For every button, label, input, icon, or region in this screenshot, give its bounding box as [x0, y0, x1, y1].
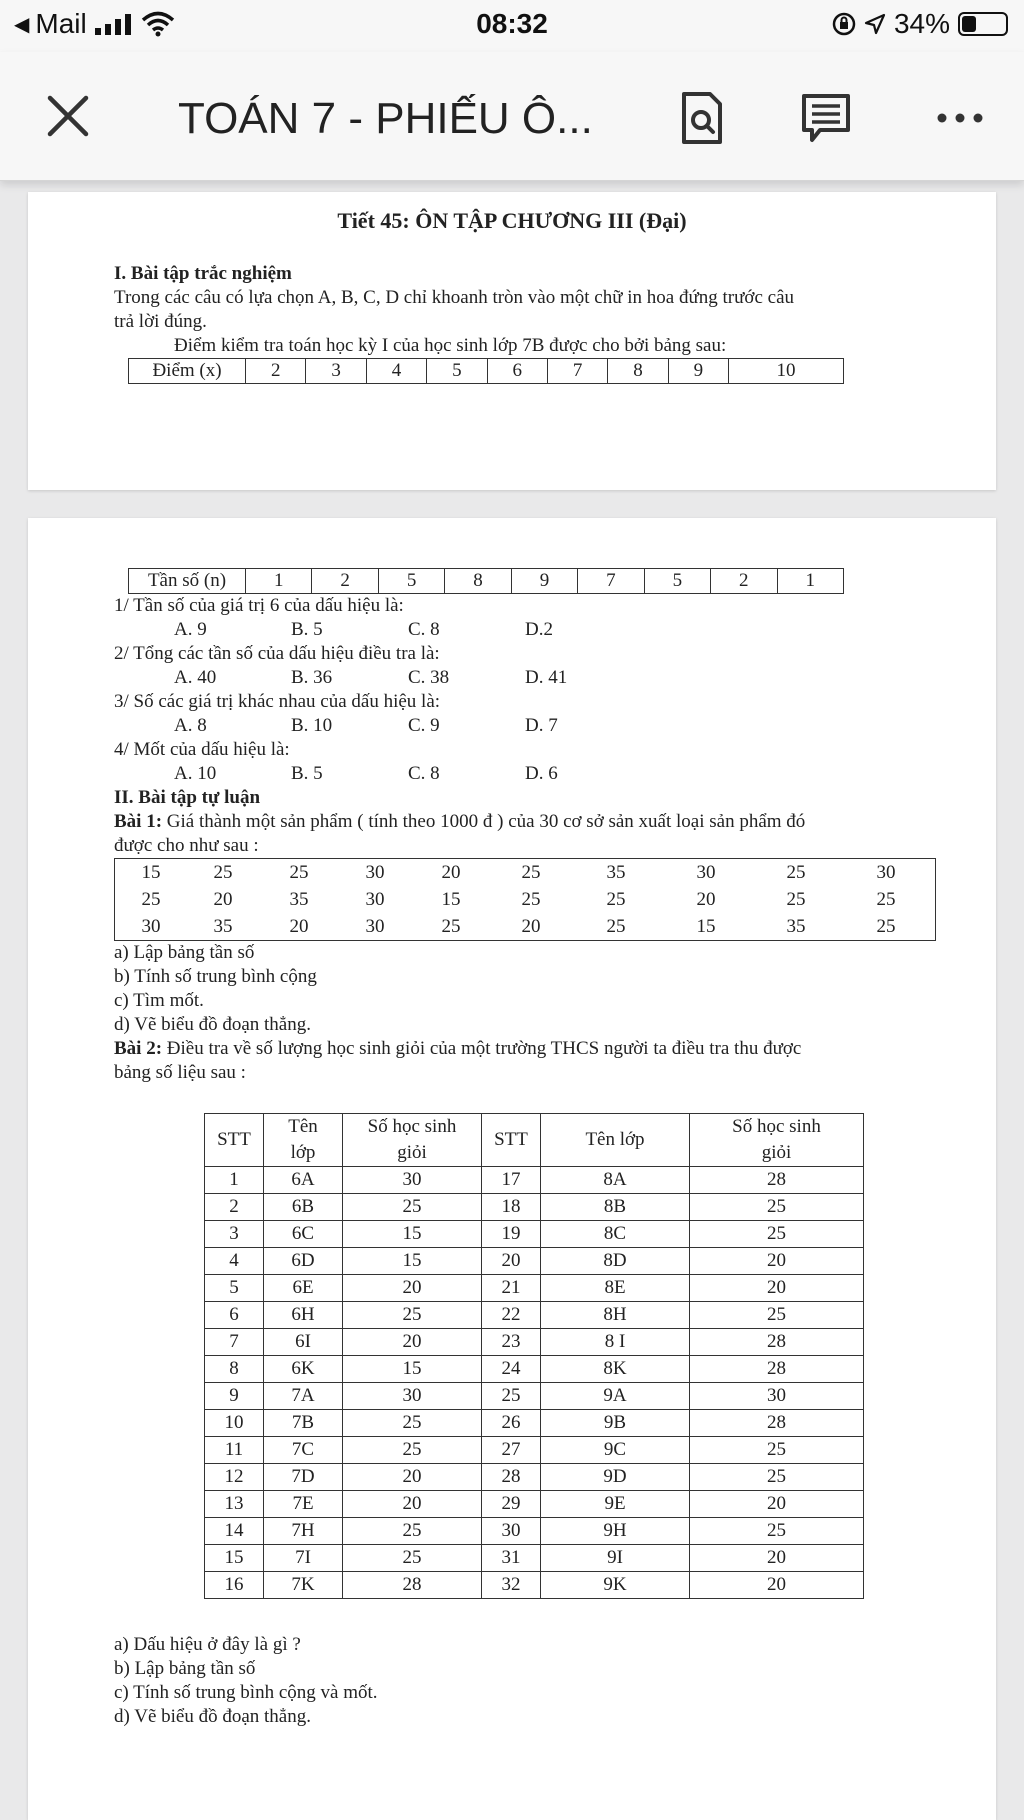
- battery-fill: [962, 16, 976, 32]
- data-value: 35: [606, 862, 626, 883]
- cell: 6K: [264, 1356, 343, 1383]
- orientation-lock-icon: [832, 12, 856, 36]
- data-value: 25: [876, 889, 896, 910]
- cell: 10: [205, 1410, 264, 1437]
- cell: 6D: [264, 1248, 343, 1275]
- cell: 20: [482, 1248, 541, 1275]
- option-c: C. 38: [408, 667, 450, 688]
- cell: 30: [343, 1167, 482, 1194]
- cell: 28: [690, 1329, 864, 1356]
- cell: 6: [205, 1302, 264, 1329]
- cell: 25: [482, 1383, 541, 1410]
- question-4: [114, 738, 984, 786]
- cell: 7B: [264, 1410, 343, 1437]
- battery-icon: [958, 12, 1008, 36]
- cell: 20: [343, 1275, 482, 1302]
- document-page-1: [28, 192, 996, 490]
- cell: 7D: [264, 1464, 343, 1491]
- score-cell: 9: [668, 359, 728, 384]
- cell: 24: [482, 1356, 541, 1383]
- table-caption: Điểm kiểm tra toán học kỳ I của học sinh lớp 7B được cho bởi bảng sau:: [174, 335, 727, 356]
- answer-options: [114, 714, 984, 738]
- cell: 28: [690, 1167, 864, 1194]
- score-row: [129, 359, 844, 384]
- location-icon: [864, 13, 886, 35]
- header-so-hs-line2: giỏi: [397, 1142, 427, 1163]
- cell: 20: [690, 1572, 864, 1599]
- cell: 32: [482, 1572, 541, 1599]
- option-d: D. 7: [525, 715, 558, 736]
- question-1: [114, 594, 984, 642]
- cell: 25: [343, 1194, 482, 1221]
- table-row: [205, 1356, 864, 1383]
- cell: 12: [205, 1464, 264, 1491]
- score-cell: 5: [427, 359, 487, 384]
- cell: 25: [690, 1518, 864, 1545]
- table-row: [205, 1383, 864, 1410]
- bai1-data-row: [115, 913, 935, 940]
- option-d: D. 6: [525, 763, 558, 784]
- cell: 20: [690, 1491, 864, 1518]
- table-row: [205, 1464, 864, 1491]
- cell: 25: [343, 1410, 482, 1437]
- table-row: [205, 1545, 864, 1572]
- cell: 4: [205, 1248, 264, 1275]
- bai2-text-line1: Điều tra về số lượng học sinh giỏi của một trường THCS người ta điều tra thu được: [162, 1038, 802, 1059]
- cell: 6C: [264, 1221, 343, 1248]
- table-row: [205, 1194, 864, 1221]
- cell: 20: [343, 1329, 482, 1356]
- cell: 9K: [541, 1572, 690, 1599]
- cell: 3: [205, 1221, 264, 1248]
- cell: 9E: [541, 1491, 690, 1518]
- cell: 25: [343, 1518, 482, 1545]
- bai1-statement: [114, 810, 984, 834]
- page2-content: [114, 568, 984, 1729]
- cell: 18: [482, 1194, 541, 1221]
- cell: 6H: [264, 1302, 343, 1329]
- question-2: [114, 642, 984, 690]
- data-value: 25: [213, 862, 233, 883]
- section1: [114, 262, 984, 384]
- cell: 29: [482, 1491, 541, 1518]
- cell: 6A: [264, 1167, 343, 1194]
- data-value: 30: [141, 916, 161, 937]
- table-row: [205, 1221, 864, 1248]
- cell: 8H: [541, 1302, 690, 1329]
- table-row: [205, 1572, 864, 1599]
- status-right: [832, 8, 1008, 40]
- frequency-cell: 5: [378, 569, 444, 594]
- cell: 25: [690, 1194, 864, 1221]
- bai1-data-box: [114, 858, 936, 941]
- header-so-hs-2: [690, 1114, 864, 1167]
- header-ten-lop-line1: Tên: [288, 1116, 318, 1137]
- option-a: A. 8: [174, 715, 207, 736]
- table-row: [205, 1302, 864, 1329]
- frequency-row: [129, 569, 844, 594]
- header-so-hs-line1: Số học sinh: [367, 1116, 457, 1137]
- data-value: 30: [365, 916, 385, 937]
- data-value: 25: [876, 916, 896, 937]
- cell: 8D: [541, 1248, 690, 1275]
- table-row: [205, 1329, 864, 1356]
- cell: 5: [205, 1275, 264, 1302]
- status-bar: [0, 0, 1024, 52]
- bai2-task-b: b) Lập bảng tần số: [114, 1658, 256, 1679]
- bai1-task-d: d) Vẽ biểu đồ đoạn thẳng.: [114, 1014, 311, 1035]
- more-options-icon[interactable]: [932, 90, 988, 146]
- bai2-statement: [114, 1037, 984, 1061]
- cell: 21: [482, 1275, 541, 1302]
- cell: 1: [205, 1167, 264, 1194]
- option-b: B. 5: [291, 763, 323, 784]
- data-value: 15: [141, 862, 161, 883]
- cell: 30: [343, 1383, 482, 1410]
- cell: 25: [343, 1545, 482, 1572]
- question-text: 3/ Số các giá trị khác nhau của dấu hiệu là:: [114, 691, 441, 712]
- cell: 27: [482, 1437, 541, 1464]
- header-so-hs2-line2: giỏi: [761, 1142, 792, 1163]
- cell: 8: [205, 1356, 264, 1383]
- cell: 28: [482, 1464, 541, 1491]
- bai2-label: Bài 2:: [114, 1038, 163, 1059]
- table-row: [205, 1518, 864, 1545]
- document-title: TOÁN 7 - PHIẾU Ô...: [178, 94, 593, 143]
- cell: 9: [205, 1383, 264, 1410]
- data-value: 25: [521, 862, 541, 883]
- data-value: 20: [521, 916, 541, 937]
- cell: 25: [343, 1302, 482, 1329]
- table-row: [205, 1167, 864, 1194]
- score-cell: 7: [547, 359, 607, 384]
- option-b: B. 10: [291, 715, 333, 736]
- frequency-cell: 9: [511, 569, 577, 594]
- cell: 6B: [264, 1194, 343, 1221]
- data-value: 25: [289, 862, 309, 883]
- option-a: A. 9: [174, 619, 207, 640]
- option-c: C. 8: [408, 619, 440, 640]
- data-value: 20: [696, 889, 716, 910]
- document-page-2: [28, 518, 996, 1820]
- header-ten-lop-line2: lớp: [290, 1142, 316, 1163]
- close-icon[interactable]: [44, 92, 92, 140]
- score-table: [128, 358, 844, 384]
- cell: 20: [690, 1248, 864, 1275]
- score-cell: 6: [487, 359, 547, 384]
- bai1-task-a: a) Lập bảng tần số: [114, 942, 255, 963]
- cell: 9B: [541, 1410, 690, 1437]
- bai1-task-c: c) Tìm mốt.: [114, 990, 204, 1011]
- cell: 15: [343, 1248, 482, 1275]
- cell: 7K: [264, 1572, 343, 1599]
- cell: 9C: [541, 1437, 690, 1464]
- cell: 16: [205, 1572, 264, 1599]
- data-value: 30: [365, 862, 385, 883]
- cell: 30: [690, 1383, 864, 1410]
- nav-bar: [0, 52, 1024, 181]
- cell: 8 I: [541, 1329, 690, 1356]
- section1-intro-line1: Trong các câu có lựa chọn A, B, C, D chỉ khoanh tròn vào một chữ in hoa đứng trước câu: [114, 287, 795, 308]
- question-3: [114, 690, 984, 738]
- back-arrow-icon[interactable]: ◀: [14, 13, 30, 36]
- section1-heading: I. Bài tập trắc nghiệm: [114, 263, 292, 284]
- score-row-label: Điểm (x): [129, 359, 246, 384]
- cell: 20: [343, 1491, 482, 1518]
- data-value: 25: [606, 889, 626, 910]
- question-text: 1/ Tần số của giá trị 6 của dấu hiệu là:: [114, 595, 404, 616]
- status-time: 08:32: [476, 8, 548, 39]
- data-value: 25: [606, 916, 626, 937]
- answer-options: [114, 666, 984, 690]
- score-cell: 8: [608, 359, 668, 384]
- worksheet-title: Tiết 45: ÔN TẬP CHƯƠNG III (Đại): [337, 208, 687, 233]
- cell: 25: [690, 1437, 864, 1464]
- cell: 25: [690, 1221, 864, 1248]
- bai1-data-row: [115, 886, 935, 913]
- cell: 31: [482, 1545, 541, 1572]
- cell: 7A: [264, 1383, 343, 1410]
- cell: 9I: [541, 1545, 690, 1572]
- option-d: D. 41: [525, 667, 568, 688]
- score-cell: 3: [306, 359, 366, 384]
- table-row: [205, 1437, 864, 1464]
- cell: 9D: [541, 1464, 690, 1491]
- data-value: 15: [696, 916, 716, 937]
- option-c: C. 8: [408, 763, 440, 784]
- data-value: 20: [441, 862, 461, 883]
- frequency-row-label: Tần số (n): [129, 569, 246, 594]
- question-text: 4/ Mốt của dấu hiệu là:: [114, 739, 290, 760]
- bai2-task-d: d) Vẽ biểu đồ đoạn thẳng.: [114, 1706, 311, 1727]
- search-document-icon[interactable]: [674, 90, 730, 146]
- frequency-cell: 2: [711, 569, 777, 594]
- option-d: D.2: [525, 619, 553, 640]
- data-value: 20: [289, 916, 309, 937]
- data-value: 30: [876, 862, 896, 883]
- cell: 30: [482, 1518, 541, 1545]
- header-so-hs: [343, 1114, 482, 1167]
- battery-percent: 34%: [893, 8, 950, 39]
- option-c: C. 9: [408, 715, 440, 736]
- data-value: 30: [365, 889, 385, 910]
- frequency-cell: 1: [777, 569, 844, 594]
- cell: 22: [482, 1302, 541, 1329]
- question-text: 2/ Tổng các tần số của dấu hiệu điều tra là:: [114, 643, 440, 664]
- bai2-task-a: a) Dấu hiệu ở đây là gì ?: [114, 1634, 301, 1655]
- data-value: 30: [696, 862, 716, 883]
- option-b: B. 36: [291, 667, 333, 688]
- score-cell: 4: [366, 359, 426, 384]
- cell: 11: [205, 1437, 264, 1464]
- score-cell: 10: [729, 359, 844, 384]
- data-value: 20: [213, 889, 233, 910]
- cell: 28: [690, 1410, 864, 1437]
- cell: 6I: [264, 1329, 343, 1356]
- answer-options: [114, 762, 984, 786]
- cell: 26: [482, 1410, 541, 1437]
- cell: 9A: [541, 1383, 690, 1410]
- bai2-table: [204, 1113, 864, 1599]
- header-ten-lop: [264, 1114, 343, 1167]
- comment-icon[interactable]: [798, 90, 854, 146]
- header-ten-lop-2: Tên lớp: [541, 1114, 690, 1167]
- cell: 8A: [541, 1167, 690, 1194]
- cell: 8K: [541, 1356, 690, 1383]
- cell: 20: [690, 1275, 864, 1302]
- bai1-task-b: b) Tính số trung bình cộng: [114, 966, 317, 987]
- cell: 25: [343, 1437, 482, 1464]
- cell: 19: [482, 1221, 541, 1248]
- cell: 8E: [541, 1275, 690, 1302]
- frequency-cell: 8: [445, 569, 511, 594]
- frequency-cell: 7: [578, 569, 644, 594]
- cell: 2: [205, 1194, 264, 1221]
- data-value: 35: [786, 916, 806, 937]
- cell: 25: [690, 1464, 864, 1491]
- section1-intro-line2: trả lời đúng.: [114, 311, 207, 332]
- data-value: 25: [786, 889, 806, 910]
- data-value: 25: [141, 889, 161, 910]
- header-stt-2: STT: [482, 1114, 541, 1167]
- header-stt: STT: [205, 1114, 264, 1167]
- frequency-table: [128, 568, 844, 594]
- cell: 6E: [264, 1275, 343, 1302]
- table-row: [205, 1275, 864, 1302]
- cell: 13: [205, 1491, 264, 1518]
- bai1-label: Bài 1:: [114, 811, 163, 832]
- cell: 8C: [541, 1221, 690, 1248]
- cell: 9H: [541, 1518, 690, 1545]
- cell: 25: [690, 1302, 864, 1329]
- cell: 23: [482, 1329, 541, 1356]
- data-value: 15: [441, 889, 461, 910]
- cell: 20: [690, 1545, 864, 1572]
- cell: 14: [205, 1518, 264, 1545]
- cell: 7I: [264, 1545, 343, 1572]
- header-so-hs2-line1: Số học sinh: [732, 1116, 821, 1137]
- option-b: B. 5: [291, 619, 323, 640]
- carrier-label[interactable]: Mail: [35, 8, 87, 39]
- answer-options: [114, 618, 984, 642]
- bai1-text-line1: Giá thành một sản phẩm ( tính theo 1000 đ ) của 30 cơ sở sản xuất loại sản phẩm đó: [162, 811, 806, 832]
- cell: 7H: [264, 1518, 343, 1545]
- bai2-text-line2: bảng số liệu sau :: [114, 1062, 246, 1083]
- bai1-text-line2: được cho như sau :: [114, 835, 259, 856]
- cell: 15: [205, 1545, 264, 1572]
- cell: 28: [690, 1356, 864, 1383]
- bai1-data-row: [115, 859, 935, 886]
- bai2-task-c: c) Tính số trung bình cộng và mốt.: [114, 1682, 378, 1703]
- data-value: 25: [441, 916, 461, 937]
- data-value: 25: [786, 862, 806, 883]
- cell: 7: [205, 1329, 264, 1356]
- cell: 7E: [264, 1491, 343, 1518]
- data-value: 35: [213, 916, 233, 937]
- frequency-cell: 1: [246, 569, 312, 594]
- table-row: [205, 1410, 864, 1437]
- frequency-cell: 2: [312, 569, 378, 594]
- cell: 28: [343, 1572, 482, 1599]
- cell: 17: [482, 1167, 541, 1194]
- score-cell: 2: [246, 359, 306, 384]
- cell: 7C: [264, 1437, 343, 1464]
- cell: 15: [343, 1356, 482, 1383]
- cell: 15: [343, 1221, 482, 1248]
- bai2-header-row: [205, 1114, 864, 1167]
- table-row: [205, 1248, 864, 1275]
- section2-heading: II. Bài tập tự luận: [114, 787, 261, 808]
- cell: 20: [343, 1464, 482, 1491]
- cell: 8B: [541, 1194, 690, 1221]
- frequency-cell: 5: [644, 569, 710, 594]
- table-row: [205, 1491, 864, 1518]
- option-a: A. 10: [174, 763, 217, 784]
- data-value: 35: [289, 889, 309, 910]
- option-a: A. 40: [174, 667, 217, 688]
- data-value: 25: [521, 889, 541, 910]
